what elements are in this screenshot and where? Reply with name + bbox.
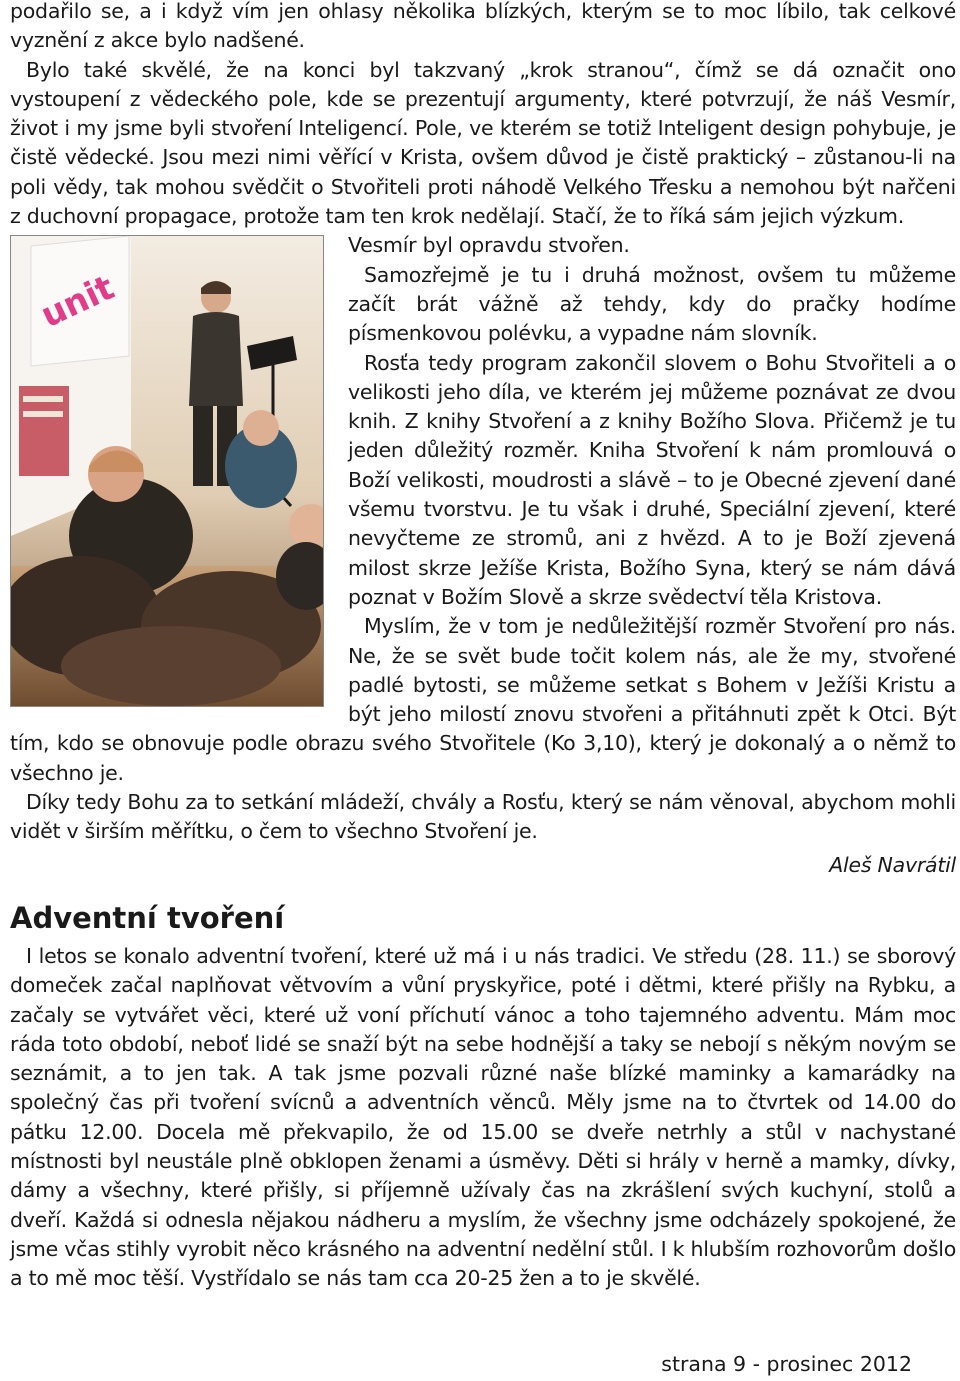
banner-text: unit <box>34 268 121 337</box>
article-paragraph: Díky tedy Bohu za to setkání mládeží, chvály a Rosťu, který se nám věnoval, abychom mohli vidět v širším měřítku, o čem to všechno Stvoření je. <box>10 790 956 844</box>
article-paragraph: Rosťa tedy program zakončil slovem o Bohu Stvořiteli a o velikosti jeho díla, ve kterém jej můžeme poznávat ze dvou knih. Z knihy Stvoření a z knihy Božího Slova. Přičemž je tu jeden důležitý rozměr. Kniha Stvoření k nám promlouvá o Boží velikosti, moudrosti a slávě – to je Obecné zjevení dané všemu tvorstvu. Je tu však i druhé, Speciální zjevení, které nevyčteme ze stromů, ani z hvězd. A to je Boží zjevená milost skrze Ježíše Krista, Božího Syna, který se nám dává poznat v Božím Slově a skrze svědectví těla Kristova. <box>348 350 956 609</box>
article-paragraph: Vesmír byl opravdu stvořen. <box>348 233 630 258</box>
event-photo <box>10 235 324 707</box>
event-photo-illustration <box>11 236 323 706</box>
page-content <box>10 0 956 1293</box>
unit-banner <box>31 236 129 366</box>
article-heading: Adventní tvoření <box>10 900 285 935</box>
page-footer: strana 9 - prosinec 2012 <box>661 1352 912 1376</box>
article-paragraph: Bylo také skvělé, že na konci byl takzvaný „krok stranou“, čímž se dá označit ono vystoupení z vědeckého pole, kde se prezentují argumenty, které potvrzují, že náš Vesmír, život i my jsme byli stvoření Inteligencí. Pole, ve kterém se totiž Inteligent design pohybuje, je čistě vědecké. Jsou mezi nimi věřící v Krista, ovšem důvod je čistě praktický – zůstanou-li na poli vědy, tak mohou svědčit o Stvořiteli proti náhodě Velkého Třesku a nemohou být nařčeni z duchovní propagace, protože tam ten krok nedělají. Stačí, že to říká sám jejich výzkum. <box>10 57 956 229</box>
author-signature: Aleš Navrátil <box>829 852 956 877</box>
article-paragraph: Samozřejmě je tu i druhá možnost, ovšem tu můžeme začít brát vážně až tehdy, kdy do pračky hodíme písmenkovou polévku, a vypadne nám slovník. <box>348 262 956 346</box>
article-paragraph: Myslím, že v tom je nedůležitější rozměr Stvoření pro nás. Ne, že se svět bude točit kolem nás, ale že my, stvořené padlé bytosti, se můžeme setkat s Bohem v Ježíši Kristu a být jeho milostí znovu stvořeni a přitáhnuti zpět k Otci. Být tím, kdo se obnovuje podle obrazu svého Stvořitele (Ko 3,10), který je dokonalý a o němž to všechno je. <box>10 614 956 785</box>
article-paragraph: I letos se konalo adventní tvoření, které už má i u nás tradici. Ve středu (28. 11.) se sborový domeček začal naplňovat větvovím a vůní pryskyřice, poté i dětmi, které přišly na Rybku, a začaly se vytvářet věci, které už voní příchutí vánoc a toho tajemného adventu. Mám moc ráda toto období, neboť lidé se snaží být na sebe hodnější a taky se nebojí s někým novým se seznámit, a to jen tak. A tak jsme pozvali různé naše blízké maminky a kamarádky na společný čas při tvoření svícnů a adventních věnců. Měly jsme na to čtvrtek od 14.00 do pátku 12.00. Docela mě překvapilo, že od 15.00 se dveře netrhly a stůl v nachystané místnosti byl neustále plně obklopen ženami a úsměvy. Děti si hrály v herně a mamky, dívky, dámy a všechny, které přišly, si příjemně užívaly čas na zkrášlení svých kuchyní, stolů a dveří. Každá si odnesla nějakou nádheru a myslím, že všechny jsme odcházely spokojené, že jsme včas stihly vyrobit něco krásného na adventní nedělní stůl. I k hlubším rozhovorům došlo a to mě moc těší. Vystřídalo se nás tam cca 20-25 žen a to je skvělé. <box>10 943 956 1291</box>
article-paragraph: podařilo se, a i když vím jen ohlasy několika blízkých, kterým se to moc líbilo, tak celkové vyznění z akce bylo nadšené. <box>10 0 956 53</box>
